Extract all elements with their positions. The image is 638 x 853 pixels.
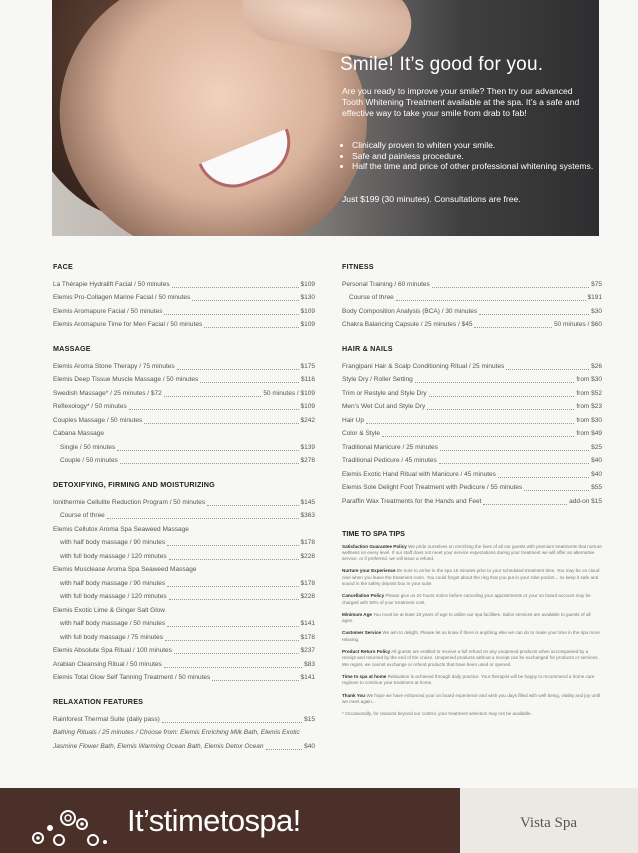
dot-leader [432,287,589,288]
hero-bullet-list [342,140,599,172]
dot-leader [440,450,589,451]
treatment-price: $228 [300,593,315,600]
treatment-name: with full body massage / 75 minutes [60,633,163,641]
menu-row [342,358,602,372]
menu-row [342,276,602,290]
menu-row [53,738,315,752]
treatment-name: Traditional Pedicure / 45 minutes [342,457,437,464]
treatment-name: with half body massage / 90 minutes [60,539,166,546]
tip-text: * Occasionally, for reasons beyond our control, your treatment selection may not be available. [342,711,532,717]
menu-row [53,276,315,290]
tip-heading: Product Return Policy [342,649,391,655]
dot-leader [382,436,574,437]
menu-row [53,439,315,453]
menu-row [342,426,602,440]
section-spacer [53,683,315,697]
treatment-name: Style Dry / Roller Setting [342,376,413,383]
menu-row [342,303,602,317]
tip-item [342,630,602,643]
menu-row [342,466,602,480]
dot-leader [212,680,298,681]
menu-row [53,385,315,399]
menu-row [53,629,315,643]
section-title-face: FACE [53,262,73,271]
tip-heading: Satisfaction Guarantee Policy [342,543,407,549]
tip-text: Be sure to arrive in the spa 15 minutes prior to your scheduled treatment time. You may be on cloud nine when you leave the treatment room. You could forget about the ring that you put in your robe pocket... so keep it safe and sound in the safety deposit box in your suite. [342,568,600,586]
dot-leader [117,450,298,451]
treatment-price: from $30 [576,376,602,383]
dot-leader [200,382,299,383]
treatment-name: Elemis Cellutox Aroma Spa Seaweed Massage [53,525,189,533]
treatment-name: Bathing Rituals / 25 minutes / Choose from: Elemis Enriching Milk Bath, Elemis Exotic [53,729,300,736]
dot-leader [164,314,298,315]
dot-leader [506,369,589,370]
treatment-name: Elemis Exotic Hand Ritual with Manicure / 45 minutes [342,470,496,478]
treatment-price: add-on $15 [569,497,602,505]
treatment-name: with full body massage / 120 minutes [60,552,167,560]
treatment-name: Elemis Aromapure Facial / 50 minutes [53,307,163,315]
hero-intro: Are you ready to improve your smile? Then try our advanced Tooth Whitening Treatment available at the spa. It’s a safe and effective way to take your smile from drab to fab! [342,86,580,118]
menu-row [53,372,315,386]
treatment-name: Ionithermie Cellulite Reduction Program / 50 minutes [53,498,206,506]
treatment-name: Swedish Massage* / 25 minutes / $72 [53,389,162,397]
menu-row [53,290,315,304]
menu-row [53,575,315,589]
hero-banner [52,0,599,236]
tip-text: We pride ourselves on enriching the lives of all our guests with premium treatments that nurture wellness on every level. If our staff does not meet your service expectations during your treatment we will offer an alternative service, or if preferred, we will issue a refund. [342,543,602,562]
dot-leader [266,749,303,750]
dot-leader [483,504,567,505]
tip-text: Please give us 24 hours notice before canceling your appointments or your on board account may be charged with 50% of your treatment cost. [342,593,591,605]
hero-price: Just $199 (30 minutes). Consultations are free. [342,194,521,204]
dot-leader [498,477,589,478]
right-column [342,262,602,723]
dot-leader [192,300,298,301]
menu-row [53,711,315,725]
treatment-price: $26 [591,362,602,370]
treatment-name: Jasmine Flower Bath, Elemis Warming Ocean Bath, Elemis Detox Ocean [53,742,264,750]
treatment-price: $75 [591,280,602,288]
treatment-name: Trim or Restyle and Style Dry [342,389,427,397]
treatment-name: Elemis Sole Delight Foot Treatment with Pedicure / 55 minutes [342,484,523,491]
tip-item [342,568,602,587]
treatment-price: from $30 [576,416,602,424]
dot-leader [174,653,299,654]
menu-row [342,493,602,507]
treatment-price: $30 [591,307,602,315]
tip-heading: Nurture your Experience [342,568,396,574]
menu-row [342,290,602,304]
section-spacer [342,507,602,529]
left-column [53,262,315,752]
treatment-name: Personal Training / 60 minutes [342,280,430,288]
menu-row [342,439,602,453]
dot-leader [162,722,302,723]
tip-footnote [342,711,602,717]
section-title-massage: MASSAGE [53,344,91,353]
treatment-name: Arabian Cleansing Ritual / 50 minutes [53,660,162,668]
dot-leader [204,327,298,328]
treatment-name: Course of three [349,294,394,301]
menu-row [342,372,602,386]
menu-row [53,453,315,467]
treatment-name: La Thérapie Hydralift Facial / 50 minutes [53,280,170,288]
menu-row [53,535,315,549]
menu-row [53,494,315,508]
treatment-name: Men’s Wet Cut and Style Dry [342,403,426,410]
tip-text: We aim to delight. Please let us know if there is anything else we can do to make your time in the spa more relaxing. [342,630,600,642]
section-title-fitness: FITNESS [342,262,374,271]
tip-text: All guests are entitled to receive a full refund on any unopened products when accompanied by a receipt and returned by the end of the cruise. Unopened products without a receipt can be exchanged for products or services. We regret, we cannot exchange or refund products that have been used or opened. [342,649,599,667]
treatment-price: $83 [304,660,315,668]
treatment-name: with half body massage / 90 minutes [60,579,166,587]
hero-bullet: • Clinically proven to whiten your smile. [352,140,599,151]
treatment-name: Hair Up [342,416,365,424]
treatment-price: $116 [301,376,315,383]
treatment-price: $175 [300,362,315,370]
treatment-price: $278 [300,457,315,464]
tip-item [342,612,602,625]
tip-heading: Cancellation Policy [342,593,385,599]
treatment-price: $15 [304,715,315,723]
dot-leader [439,463,589,464]
treatment-name: Elemis Absolute Spa Ritual / 100 minutes [53,647,172,654]
dot-leader [415,382,575,383]
dot-leader [107,518,299,519]
menu-row [53,508,315,522]
treatment-price: $178 [300,579,315,587]
dot-leader [129,409,299,410]
dot-leader [167,626,298,627]
tip-text: Relaxation is achieved through daily practice. Your therapist will be happy to recommend a home care regimen to continue your treatment at home. [342,673,595,686]
dot-leader [479,314,589,315]
treatment-price: $109 [300,307,315,315]
dot-leader [144,423,298,424]
treatment-name: Couples Massage / 50 minutes [53,416,143,424]
treatment-name: Couple / 50 minutes [60,457,118,464]
treatment-price: $55 [591,484,602,491]
dot-leader [164,396,262,397]
treatment-name: Body Composition Analysis (BCA) / 30 minutes [342,307,478,315]
dot-leader [427,409,574,410]
bubbles-logo-icon [26,800,116,850]
tip-text: We hope we have enhanced your on board experience and wish you days filled with well being, vitality and joy until we meet again... [342,692,600,704]
treatment-name: Elemis Total Glow Self Tanning Treatment / 50 minutes [53,674,211,681]
treatment-name: Cabana Massage [53,430,104,437]
treatment-price: $237 [300,647,315,654]
treatment-price: $178 [300,539,315,546]
menu-row [342,480,602,494]
treatment-name: Rainforest Thermal Suite (daily pass) [53,715,160,723]
treatment-price: $40 [591,470,602,478]
menu-row [53,602,315,616]
menu-row [53,562,315,576]
menu-row [53,317,315,331]
tip-item [342,674,602,687]
menu-row [342,385,602,399]
menu-row [342,317,602,331]
treatment-price: $109 [300,403,315,410]
tip-heading: Customer Service [342,630,382,636]
dot-leader [167,545,298,546]
treatment-name: Chakra Balancing Capsule / 25 minutes / $45 [342,321,473,328]
menu-row [342,412,602,426]
section-spacer [342,330,602,344]
treatment-price: $139 [300,443,315,451]
section-title-detox: DETOXIFYING, FIRMING AND MOISTURIZING [53,480,215,489]
treatment-price: from $49 [576,430,602,437]
section-title-hair-nails: HAIR & NAILS [342,344,393,353]
treatment-price: $141 [300,620,315,627]
treatment-name: Traditional Manicure / 25 minutes [342,443,438,451]
slogan: It’stimetospa! [127,803,301,838]
menu-row [53,670,315,684]
menu-row [53,412,315,426]
menu-row [53,399,315,413]
dot-leader [120,463,299,464]
hero-bullet: • Safe and painless procedure. [352,151,599,162]
brand-logo: Vista Spa [520,815,578,831]
treatment-price: $130 [300,294,315,301]
tip-heading: Time to spa at home [342,673,387,679]
treatment-name: with full body massage / 120 minutes [60,593,167,600]
tip-heading: Minimum Age [342,611,372,617]
menu-row [53,548,315,562]
treatment-price: $109 [300,321,315,328]
dot-leader [366,423,574,424]
dot-leader [169,599,299,600]
treatment-price: $40 [304,742,315,750]
menu-row [342,453,602,467]
treatment-price: $40 [591,457,602,464]
treatment-price: $109 [300,280,315,288]
tip-item [342,593,602,606]
tip-text: You must be at least 18 years of age to utilize our spa facilities. Salon services are available to guests of all ages. [342,611,591,624]
treatment-name: with half body massage / 50 minutes [60,620,166,627]
treatment-price: $191 [587,294,602,301]
dot-leader [429,396,575,397]
treatment-name: Elemis Aroma Stone Therapy / 75 minutes [53,362,175,370]
treatment-price: $242 [300,416,315,424]
treatment-price: $363 [300,512,315,519]
menu-row [53,725,315,739]
treatment-price: from $52 [576,389,602,397]
treatment-name: Elemis Pro-Collagen Marine Facial / 50 minutes [53,294,191,301]
treatment-name: Elemis Exotic Lime & Ginger Salt Glow [53,606,165,614]
treatment-name: Single / 50 minutes [60,443,116,451]
treatment-name: Elemis Deep Tissue Muscle Massage / 50 minutes [53,376,199,383]
tip-item [342,544,602,563]
section-title-tips: TIME TO SPA TIPS [342,528,405,538]
treatment-name: Reflexology* / 50 minutes [53,403,127,410]
treatment-name: Elemis Aromapure Time for Men Facial / 50 minutes [53,321,203,328]
dot-leader [207,505,298,506]
menu-row [53,358,315,372]
dot-leader [474,327,551,328]
dot-leader [167,586,298,587]
section-title-relaxation: RELAXATION FEATURES [53,697,144,706]
menu-row [53,643,315,657]
treatment-price: 50 minutes / $109 [263,389,315,397]
tip-item [342,693,602,706]
menu-row [53,303,315,317]
dot-leader [169,559,299,560]
treatment-price: $141 [300,674,315,681]
dot-leader [396,300,586,301]
menu-row [53,656,315,670]
treatment-name: Color & Style [342,430,380,437]
menu-row [53,426,315,440]
tip-heading: Thank You [342,692,366,698]
menu-row [53,589,315,603]
menu-row [53,616,315,630]
section-spacer [53,330,315,344]
treatment-price: $228 [300,552,315,560]
menu-row [342,399,602,413]
dot-leader [164,667,302,668]
dot-leader [524,490,589,491]
treatment-price: $145 [300,498,315,506]
tip-item [342,649,602,668]
treatment-price: from $23 [576,403,602,410]
section-spacer [53,466,315,480]
treatment-name: Elemis Musclease Aroma Spa Seaweed Massage [53,566,197,573]
hero-title: Smile! It’s good for you. [340,54,544,75]
treatment-name: Paraffin Wax Treatments for the Hands and Feet [342,497,482,505]
treatment-price: 50 minutes / $60 [553,321,602,328]
treatment-name: Course of three [60,512,105,519]
treatment-price: $178 [300,633,315,641]
treatment-price: $25 [591,443,602,451]
dot-leader [177,369,299,370]
dot-leader [172,287,299,288]
treatment-name: Frangipani Hair & Scalp Conditioning Ritual / 25 minutes [342,362,505,370]
hero-bullet: • Half the time and price of other professional whitening systems. [352,161,599,172]
menu-row [53,521,315,535]
dot-leader [165,640,299,641]
